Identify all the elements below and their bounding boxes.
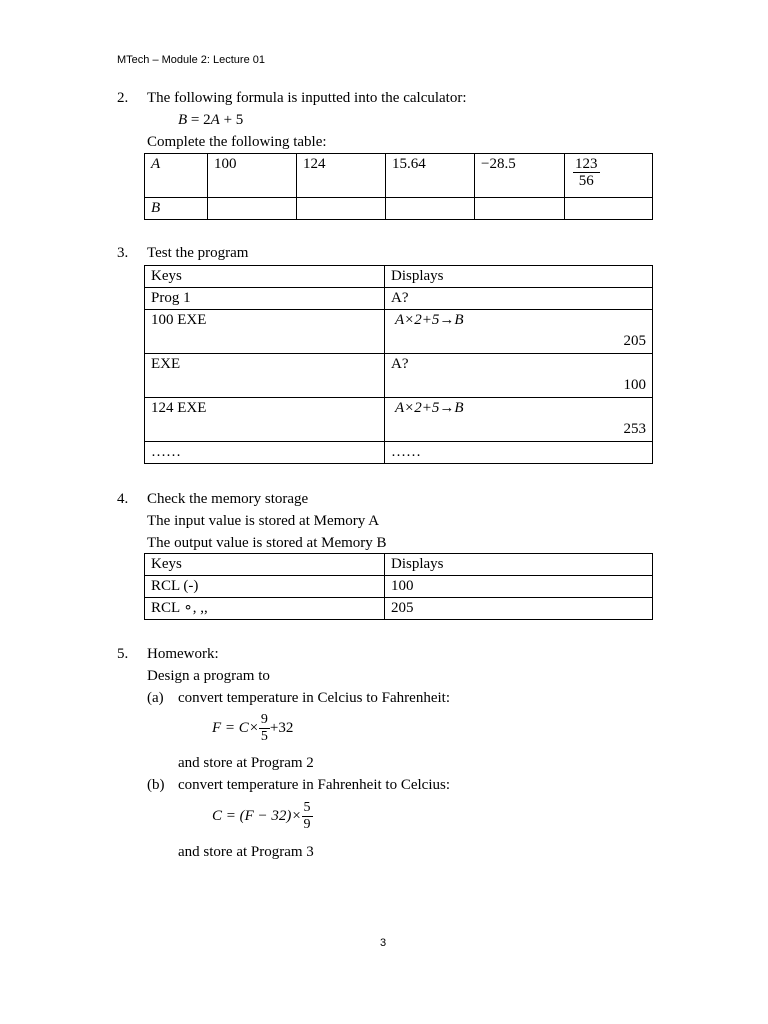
table-header-row (145, 266, 653, 288)
a-value-cell: 100 (208, 154, 297, 198)
q2-formula (178, 111, 243, 129)
eq-pre: F = C× (212, 720, 259, 736)
q5b-text: convert temperature in Fahrenheit to Celcius: (178, 777, 450, 793)
q3-table (144, 265, 653, 464)
display-cell (385, 310, 653, 354)
display-result: 205 (623, 333, 646, 349)
row-a-label: A (145, 154, 208, 198)
fraction (259, 712, 270, 745)
table-row (145, 154, 653, 198)
q5-text: Homework: (147, 646, 219, 662)
b-value-cell (475, 198, 565, 220)
display-prompt: A? (391, 356, 409, 372)
table-row (145, 354, 653, 398)
display-formula: A×2+5→B (395, 312, 464, 328)
q5a-equation (212, 712, 293, 745)
keys-cell: EXE (145, 354, 385, 398)
q5-number: 5. (117, 646, 129, 662)
table-row (145, 288, 653, 310)
q2-table (144, 153, 653, 220)
q4-table (144, 553, 653, 620)
formula-lhs: B (178, 112, 188, 128)
fraction-denominator: 5 (260, 729, 268, 744)
q5-design: Design a program to (147, 668, 270, 684)
b-value-cell (208, 198, 297, 220)
q3-text: Test the program (147, 245, 249, 261)
eq-pre: C = (F − 32)× (212, 808, 302, 824)
formula-var: A (210, 112, 220, 128)
a-value-cell: 15.64 (386, 154, 475, 198)
keys-cell: RCL ∘, ,, (145, 598, 385, 620)
fraction-denominator: 56 (578, 173, 594, 189)
a-value-cell-fraction (565, 154, 653, 198)
fraction-numerator: 5 (303, 800, 311, 815)
page-number: 3 (380, 937, 387, 949)
display-cell: 205 (385, 598, 653, 620)
formula-rhs-pre: = 2 (187, 112, 211, 128)
display-cell (385, 398, 653, 442)
display-cell (385, 354, 653, 398)
q4-text: Check the memory storage (147, 491, 309, 507)
col-keys-header: Keys (145, 266, 385, 288)
formula-rhs-post: + 5 (219, 112, 244, 128)
b-value-cell (297, 198, 386, 220)
display-cell: …… (385, 442, 653, 464)
keys-cell: 100 EXE (145, 310, 385, 354)
q3-number: 3. (117, 245, 129, 261)
q4-number: 4. (117, 491, 129, 507)
page-header: MTech – Module 2: Lecture 01 (117, 54, 265, 66)
q2-text: The following formula is inputted into the calculator: (147, 90, 467, 106)
fraction (302, 800, 313, 833)
display-result: 253 (623, 421, 646, 437)
row-b-label: B (145, 198, 208, 220)
q5b-equation (212, 800, 313, 833)
b-value-cell (386, 198, 475, 220)
fraction-numerator: 9 (260, 712, 268, 727)
fraction-numerator: 123 (575, 156, 598, 172)
col-displays-header: Displays (385, 266, 653, 288)
table-row (145, 598, 653, 620)
keys-cell: RCL (-) (145, 576, 385, 598)
display-cell: 100 (385, 576, 653, 598)
table-header-row (145, 554, 653, 576)
keys-cell: …… (145, 442, 385, 464)
keys-cell: Prog 1 (145, 288, 385, 310)
q5a-store: and store at Program 2 (178, 755, 314, 771)
table-row (145, 576, 653, 598)
table-row (145, 442, 653, 464)
fraction-denominator: 9 (303, 817, 311, 832)
display-result: 100 (623, 377, 646, 393)
q4-line3: The output value is stored at Memory B (147, 535, 387, 551)
q2-complete-text: Complete the following table: (147, 134, 327, 150)
fraction (573, 156, 600, 189)
table-row (145, 398, 653, 442)
col-displays-header: Displays (385, 554, 653, 576)
b-value-cell (565, 198, 653, 220)
q4-line2: The input value is stored at Memory A (147, 513, 380, 529)
a-value-cell: −28.5 (475, 154, 565, 198)
a-value-cell: 124 (297, 154, 386, 198)
table-row (145, 198, 653, 220)
q5b-store: and store at Program 3 (178, 844, 314, 860)
q5a-text: convert temperature in Celcius to Fahrenheit: (178, 690, 450, 706)
col-keys-header: Keys (145, 554, 385, 576)
display-formula: A×2+5→B (395, 400, 464, 416)
table-row (145, 310, 653, 354)
q5a-label: (a) (147, 690, 164, 706)
q2-number: 2. (117, 90, 129, 106)
eq-post: +32 (269, 720, 294, 736)
display-cell: A? (385, 288, 653, 310)
keys-cell: 124 EXE (145, 398, 385, 442)
q5b-label: (b) (147, 777, 165, 793)
